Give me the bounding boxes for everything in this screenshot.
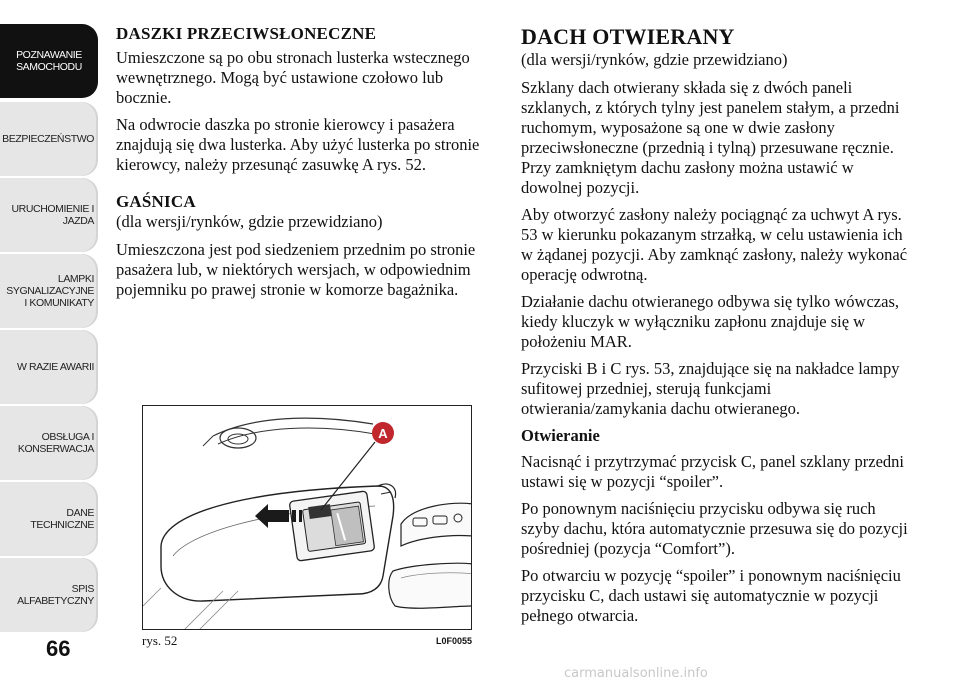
sunroof-subtitle: (dla wersji/rynków, gdzie przewidziano) xyxy=(521,50,788,69)
sunroof-heading: DACH OTWIERANY xyxy=(521,24,735,49)
tab-w-razie-awarii[interactable]: W RAZIE AWARII xyxy=(0,330,98,404)
tab-spis-alfabetyczny[interactable]: SPIS ALFABETYCZNY xyxy=(0,558,98,632)
right-column xyxy=(521,24,916,633)
label-a-text: A xyxy=(378,426,388,441)
tab-lampki-sygnalizacyjne[interactable]: LAMPKI SYGNALIZACYJNE I KOMUNIKATY xyxy=(0,254,98,328)
figure-code: L0F0055 xyxy=(435,636,472,646)
extinguisher-paragraph: Umieszczona jest pod siedzeniem przednim po stronie pasażera lub, w niektórych wersjach, w odpowiednim pojemniku po prawej stronie w komorze bagażnika. xyxy=(116,240,476,299)
tab-poznawanie-samochodu[interactable]: POZNAWANIE SAMOCHODU xyxy=(0,24,98,98)
tab-obsluga-i-konserwacja[interactable]: OBSŁUGA I KONSERWACJA xyxy=(0,406,98,480)
sun-visor-paragraph-2: Na odwrocie daszka po stronie kierowcy i pasażera znajdują się dwa lusterka. Aby użyć lusterka po stronie kierowcy, należy przesunąć zasuwkę A rys. 52. xyxy=(116,115,480,174)
tab-bezpieczenstwo[interactable]: BEZPIECZEŃSTWO xyxy=(0,102,98,176)
figure-caption-label: rys. 52 xyxy=(142,633,178,648)
left-column xyxy=(116,24,501,307)
page-number: 66 xyxy=(46,636,71,661)
tab-dane-techniczne[interactable]: DANE TECHNICZNE xyxy=(0,482,98,556)
opening-subheading: Otwieranie xyxy=(521,426,600,445)
sunroof-paragraph-4: Przyciski B i C rys. 53, znajdujące się na nakładce lampy sufitowej przedniej, sterują funkcjami otwierania/zamykania dachu otwieranego. xyxy=(521,359,900,418)
watermark: carmanualsonline.info xyxy=(564,666,708,681)
sun-visor-illustration xyxy=(143,406,472,630)
sunroof-paragraph-6: Po ponownym naciśnięciu przycisku odbywa się ruch szyby dachu, która automatycznie przesuwa się do pozycji pośredniej (pozycja “Comfort”). xyxy=(521,499,908,558)
figure-sun-visor xyxy=(142,405,472,630)
extinguisher-heading: GAŚNICA xyxy=(116,192,196,211)
tab-uruchomienie-i-jazda[interactable]: URUCHOMIENIE I JAZDA xyxy=(0,178,98,252)
sunroof-paragraph-5: Nacisnąć i przytrzymać przycisk C, panel szklany przedni ustawi się w pozycji “spoiler”. xyxy=(521,452,905,491)
extinguisher-subtitle: (dla wersji/rynków, gdzie przewidziano) xyxy=(116,212,383,231)
sunroof-paragraph-7: Po otwarciu w pozycję “spoiler” i ponownym naciśnięciu przycisku C, dach ustawi się automatycznie w pozycji pełnego otwarcia. xyxy=(521,566,901,625)
sunroof-paragraph-3: Działanie dachu otwieranego odbywa się tylko wówczas, kiedy kluczyk w wyłączniku zapłonu znajduje się w położeniu MAR. xyxy=(521,292,899,351)
figure-caption xyxy=(142,633,472,649)
sunroof-paragraph-1: Szklany dach otwierany składa się z dwóch paneli szklanych, z których tylny jest panelem stałym, a przedni ruchomym, wyposażone są one w dwie zasłony przeciwsłoneczne (przednią i tylną) przesuwane ręcznie. Przy zamkniętym dachu zasłony można ustawić w dowolnej pozycji. xyxy=(521,78,900,197)
sunroof-paragraph-2: Aby otworzyć zasłony należy pociągnąć za uchwyt A rys. 53 w kierunku pokazanym strzałką, w celu ustawienia ich w żądanej pozycji. Aby zamknąć zasłony, należy wykonać operację odwrotną. xyxy=(521,205,908,284)
sun-visor-paragraph-1: Umieszczone są po obu stronach lusterka wstecznego wewnętrznego. Mogą być ustawione czołowo lub bocznie. xyxy=(116,48,470,107)
sun-visor-heading: DASZKI PRZECIWSŁONECZNE xyxy=(116,24,377,43)
